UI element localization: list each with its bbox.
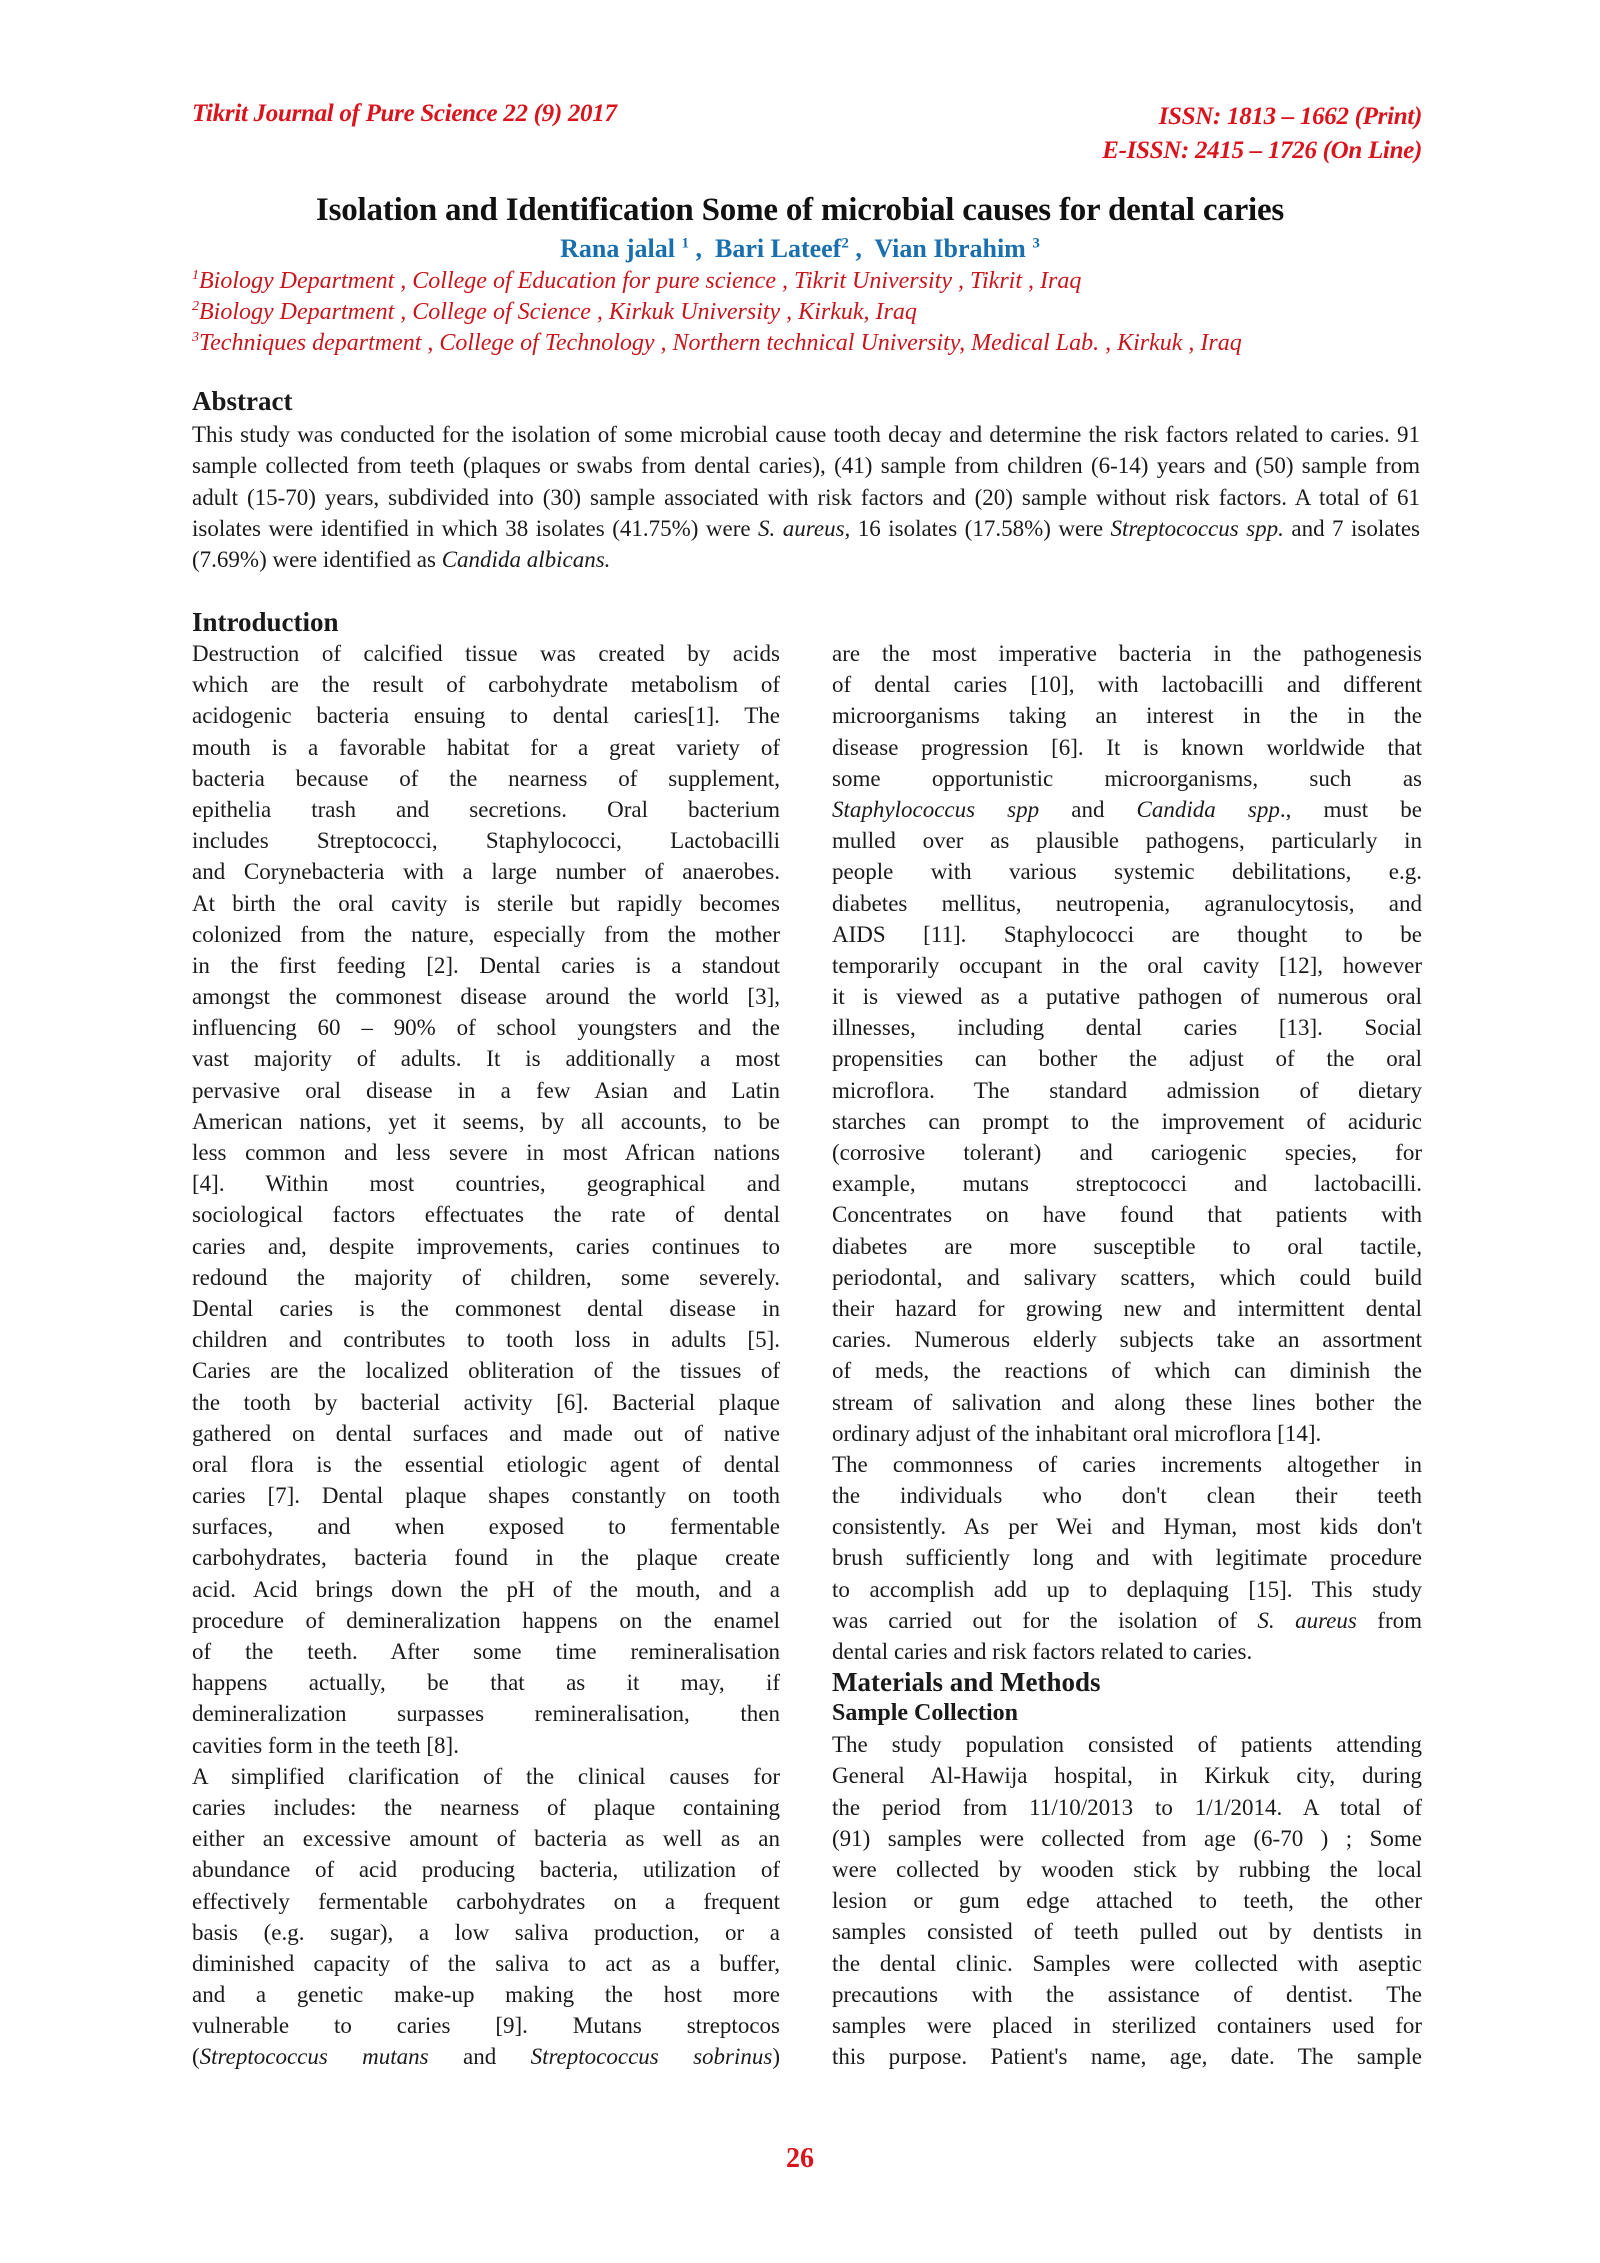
sample-collection-heading: Sample Collection bbox=[832, 1700, 1018, 1727]
affiliation bbox=[192, 330, 1242, 357]
species-name: Streptococcus sobrinus bbox=[530, 2044, 773, 2070]
text-line: the tooth by bacterial activity [6]. Bacterial plaque bbox=[192, 1389, 780, 1415]
text-line: epithelia trash and secretions. Oral bacterium bbox=[192, 796, 780, 822]
text-line: cavities form in the teeth [8]. bbox=[192, 1732, 459, 1758]
text-line: example, mutans streptococci and lactobacilli. bbox=[832, 1171, 1422, 1197]
text-line: and Corynebacteria with a large number of anaerobes. bbox=[192, 859, 780, 885]
text-line: vast majority of adults. It is additionally a most bbox=[192, 1046, 780, 1072]
text-line: caries includes: the nearness of plaque containing bbox=[192, 1794, 780, 1820]
text-line: (91) samples were collected from age (6-70 ) ; Some bbox=[832, 1825, 1422, 1851]
text-line: some opportunistic microorganisms, such as bbox=[832, 765, 1422, 791]
affiliation-sup: 3 bbox=[192, 330, 199, 345]
abstract-body bbox=[192, 419, 1420, 575]
text-line: illnesses, including dental caries [13]. Social bbox=[832, 1015, 1422, 1041]
text-line: includes Streptococci, Staphylococci, Lactobacilli bbox=[192, 828, 780, 854]
text-line: The commonness of caries increments altogether in bbox=[832, 1451, 1422, 1477]
introduction-heading: Introduction bbox=[192, 607, 339, 637]
introduction-left-text bbox=[192, 638, 780, 2041]
text-line: children and contributes to tooth loss in adults [5]. bbox=[192, 1327, 780, 1353]
text-line: their hazard for growing new and intermittent dental bbox=[832, 1295, 1422, 1321]
issn-print: ISSN: 1813 – 1662 (Print) bbox=[1158, 103, 1422, 130]
species-name: S. aureus bbox=[1257, 1607, 1357, 1633]
text-line: Destruction of calcified tissue was created by acids bbox=[192, 641, 780, 666]
introduction-right-text bbox=[832, 638, 1422, 794]
text-line: carbohydrates, bacteria found in the plaque create bbox=[192, 1545, 780, 1571]
paper-title: Isolation and Identification Some of microbial causes for dental caries bbox=[315, 192, 1285, 228]
text-line: brush sufficiently long and with legitimate procedure bbox=[832, 1545, 1422, 1571]
text-line: stream of salivation and along these lines bother the bbox=[832, 1389, 1422, 1415]
author-sup: 3 bbox=[1032, 235, 1040, 252]
text-line: microorganisms taking an interest in the in the bbox=[832, 703, 1422, 729]
abstract-text: 16 isolates (17.58%) were bbox=[850, 515, 1111, 541]
text-line: Staphylococcus spp and Candida spp., must be bbox=[832, 796, 1422, 822]
text-line: amongst the commonest disease around the world [3], bbox=[192, 984, 780, 1010]
text-line: American nations, yet it seems, by all accounts, to be bbox=[192, 1108, 780, 1134]
text-line: less common and less severe in most African nations bbox=[192, 1140, 780, 1165]
author-name: Vian Ibrahim bbox=[874, 234, 1026, 263]
species-name: S. aureus, bbox=[758, 515, 851, 541]
text-line: microflora. The standard admission of dietary bbox=[832, 1077, 1422, 1103]
text-line: acid. Acid brings down the pH of the mouth, and a bbox=[192, 1576, 780, 1602]
author-name: Bari Lateef bbox=[715, 234, 842, 263]
text-line: pervasive oral disease in a few Asian and Latin bbox=[192, 1077, 780, 1103]
text-line: gathered on dental surfaces and made out of native bbox=[192, 1420, 780, 1446]
page-number: 26 bbox=[786, 2143, 814, 2174]
methods-text bbox=[832, 1729, 1422, 2072]
text-line: colonized from the nature, especially from the mother bbox=[192, 921, 780, 947]
text-line: either an excessive amount of bacteria as well as an bbox=[192, 1826, 780, 1852]
text-line: bacteria because of the nearness of supplement, bbox=[192, 765, 780, 791]
text-line: (corrosive tolerant) and cariogenic species, for bbox=[832, 1140, 1422, 1165]
affiliation-text: Biology Department , College of Education for pure science , Tikrit University , Tikrit , Iraq bbox=[199, 268, 1082, 294]
author-sup: 1 bbox=[681, 235, 689, 252]
text-line: the individuals who don't clean their teeth bbox=[832, 1483, 1422, 1509]
text-line: which are the result of carbohydrate metabolism of bbox=[192, 672, 780, 698]
journal-name: Tikrit Journal of Pure Science 22 (9) 2017 bbox=[192, 100, 617, 127]
text-line: propensities can bother the adjust of the oral bbox=[832, 1046, 1422, 1072]
left-column bbox=[192, 607, 780, 2073]
methods-heading: Materials and Methods bbox=[832, 1667, 1101, 1698]
affiliation-text: Biology Department , College of Science , Kirkuk University , Kirkuk, Iraq bbox=[199, 299, 917, 325]
species-name: Streptococcus mutans bbox=[199, 2044, 429, 2070]
text-line: samples consisted of teeth pulled out by dentists in bbox=[832, 1919, 1422, 1945]
author-sup: 2 bbox=[841, 235, 849, 252]
text-line: Concentrates on have found that patients with bbox=[832, 1202, 1422, 1228]
text-line: diminished capacity of the saliva to act as a buffer, bbox=[192, 1950, 780, 1976]
text-line: consistently. As per Wei and Hyman, most kids don't bbox=[832, 1514, 1422, 1540]
text-line: At birth the oral cavity is sterile but rapidly becomes bbox=[192, 890, 780, 916]
text-line: basis (e.g. sugar), a low saliva production, or a bbox=[192, 1919, 780, 1945]
text-line: to accomplish add up to deplaquing [15]. This study bbox=[832, 1576, 1422, 1602]
affiliation-sup: 2 bbox=[192, 299, 199, 314]
text-line: was carried out for the isolation of S. aureus from bbox=[832, 1607, 1422, 1633]
text-line: lesion or gum edge attached to teeth, the other bbox=[832, 1888, 1422, 1914]
text-line: Dental caries is the commonest dental disease in bbox=[192, 1295, 780, 1321]
text-line: were collected by wooden stick by rubbing the local bbox=[832, 1856, 1422, 1882]
text-line: mulled over as plausible pathogens, particularly in bbox=[832, 828, 1422, 854]
text-line: surfaces, and when exposed to fermentable bbox=[192, 1514, 780, 1540]
text-line: abundance of acid producing bacteria, utilization of bbox=[192, 1857, 780, 1883]
text-line: diabetes mellitus, neutropenia, agranulocytosis, and bbox=[832, 890, 1422, 916]
text-line: of dental caries [10], with lactobacilli and different bbox=[832, 672, 1422, 698]
abstract-text: This study was conducted for the isolation of some microbial cause tooth decay and determine the risk factors related to caries. 91 sample collected from teeth (plaques or swabs from dental caries), (41) sample from children (6-14) years and (50) sample from adult (15-70) years, subdivided into (30) sample associated with risk factors and (20) sample without risk factors. A total of 61 isolates were identified in which 38 isolates (41.75%) were bbox=[192, 422, 1420, 541]
text-line: mouth is a favorable habitat for a great variety of bbox=[192, 734, 780, 760]
text-line: disease progression [6]. It is known worldwide that bbox=[832, 734, 1422, 760]
issn-online: E-ISSN: 2415 – 1726 (On Line) bbox=[1102, 137, 1422, 164]
text-line: the dental clinic. Samples were collected with aseptic bbox=[832, 1950, 1422, 1976]
text-line: General Al-Hawija hospital, in Kirkuk city, during bbox=[832, 1763, 1422, 1789]
text-line: are the most imperative bacteria in the pathogenesis bbox=[832, 641, 1422, 666]
text-line: samples were placed in sterilized containers used for bbox=[832, 2012, 1422, 2038]
text-line: it is viewed as a putative pathogen of numerous oral bbox=[832, 984, 1422, 1010]
text-line: ordinary adjust of the inhabitant oral microflora [14]. bbox=[832, 1420, 1322, 1446]
text-line: A simplified clarification of the clinical causes for bbox=[192, 1763, 780, 1789]
issn-block bbox=[1102, 100, 1422, 168]
text-line: the period from 11/10/2013 to 1/1/2014. A total of bbox=[832, 1794, 1422, 1820]
species-name: Candida albicans. bbox=[441, 547, 611, 573]
text-line: temporarily occupant in the oral cavity [12], however bbox=[832, 952, 1422, 978]
affiliation-sup: 1 bbox=[192, 268, 199, 283]
text-line: caries and, despite improvements, caries continues to bbox=[192, 1233, 780, 1259]
affiliation-text: Techniques department , College of Technology , Northern technical University, Medical Lab. , Kirkuk , Iraq bbox=[199, 330, 1242, 356]
text-line: happens actually, be that as it may, if bbox=[192, 1670, 780, 1696]
affiliation bbox=[192, 268, 1081, 295]
right-column bbox=[832, 638, 1422, 2072]
affiliation bbox=[192, 299, 917, 326]
text-line: sociological factors effectuates the rate of dental bbox=[192, 1202, 780, 1228]
abstract-heading: Abstract bbox=[192, 386, 293, 416]
text-line: caries [7]. Dental plaque shapes constantly on tooth bbox=[192, 1483, 780, 1509]
author-list: Rana jalal $^1$ , Bari Lateef$^2$ , Vian Ibrahim $^3$ bbox=[560, 234, 1040, 263]
text-line: (Streptococcus mutans and Streptococcus sobrinus) bbox=[192, 2044, 780, 2070]
text-line: AIDS [11]. Staphylococci are thought to be bbox=[832, 921, 1422, 947]
text-line: influencing 60 – 90% of school youngsters and the bbox=[192, 1015, 780, 1041]
species-name: Streptococcus spp. bbox=[1110, 515, 1284, 541]
text-line: dental caries and risk factors related to caries. bbox=[832, 1639, 1253, 1664]
introduction-right-text bbox=[832, 825, 1422, 1605]
text-line: effectively fermentable carbohydrates on a frequent bbox=[192, 1888, 780, 1914]
text-line: and a genetic make-up making the host more bbox=[192, 1982, 780, 2008]
text-line: this purpose. Patient's name, age, date. The sample bbox=[832, 2044, 1422, 2070]
text-line: in the first feeding [2]. Dental caries is a standout bbox=[192, 952, 780, 978]
text-line: vulnerable to caries [9]. Mutans streptocos bbox=[192, 2013, 780, 2039]
text-line: The study population consisted of patients attending bbox=[832, 1732, 1422, 1758]
text-line: of meds, the reactions of which can diminish the bbox=[832, 1358, 1422, 1384]
species-name: Staphylococcus spp bbox=[832, 796, 1040, 822]
species-name: Candida spp bbox=[1136, 796, 1280, 822]
text-line: [4]. Within most countries, geographical and bbox=[192, 1171, 780, 1197]
text-line: demineralization surpasses remineralisation, then bbox=[192, 1701, 780, 1727]
text-line: acidogenic bacteria ensuing to dental caries[1]. The bbox=[192, 703, 780, 729]
text-line: starches can prompt to the improvement of aciduric bbox=[832, 1108, 1422, 1134]
text-line: diabetes are more susceptible to oral tactile, bbox=[832, 1233, 1422, 1259]
text-line: oral flora is the essential etiologic agent of dental bbox=[192, 1451, 780, 1477]
text-line: precautions with the assistance of dentist. The bbox=[832, 1981, 1422, 2007]
text-line: caries. Numerous elderly subjects take an assortment bbox=[832, 1327, 1422, 1353]
text-line: people with various systemic debilitations, e.g. bbox=[832, 859, 1422, 885]
author-name: Rana jalal bbox=[560, 234, 675, 263]
text-line: procedure of demineralization happens on the enamel bbox=[192, 1607, 780, 1633]
text-line: Caries are the localized obliteration of the tissues of bbox=[192, 1358, 780, 1384]
text-line: periodontal, and salivary scatters, which could build bbox=[832, 1264, 1422, 1290]
abstract-text: and 7 isolates (7.69%) were identified as bbox=[192, 515, 1420, 573]
text-line: of the teeth. After some time remineralisation bbox=[192, 1639, 780, 1664]
text-line: redound the majority of children, some severely. bbox=[192, 1264, 780, 1290]
